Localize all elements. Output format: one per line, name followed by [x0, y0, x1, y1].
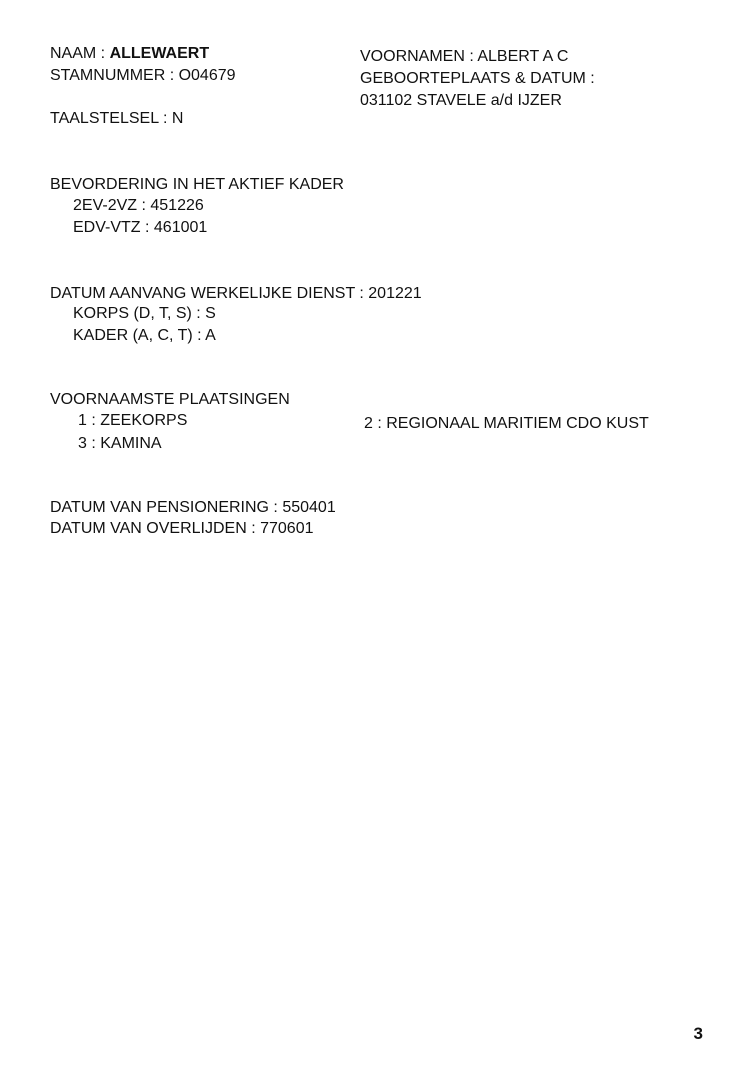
dienst-heading: DATUM AANVANG WERKELIJKE DIENST : 201221: [50, 285, 422, 302]
geboorteplaats-value: 031102 STAVELE a/d IJZER: [360, 92, 562, 109]
plaatsing-item: 2 : REGIONAAL MARITIEM CDO KUST: [364, 415, 649, 432]
plaatsing-item: 3 : KAMINA: [78, 435, 162, 452]
korps: KORPS (D, T, S) : S: [73, 305, 216, 322]
naam-line: [50, 44, 209, 64]
kader: KADER (A, C, T) : A: [73, 327, 216, 344]
naam-label: NAAM :: [50, 45, 110, 62]
plaatsing-item: 1 : ZEEKORPS: [78, 412, 188, 429]
bevordering-item: EDV-VTZ : 461001: [73, 219, 208, 236]
geboorteplaats-label: GEBOORTEPLAATS & DATUM :: [360, 70, 595, 87]
page-number: 3: [693, 1024, 703, 1043]
naam-value: ALLEWAERT: [109, 45, 210, 62]
voornamen: VOORNAMEN : ALBERT A C: [360, 48, 569, 65]
pensionering: DATUM VAN PENSIONERING : 550401: [50, 499, 336, 516]
bevordering-item: 2EV-2VZ : 451226: [73, 197, 204, 214]
overlijden: DATUM VAN OVERLIJDEN : 770601: [50, 520, 314, 537]
taalstelsel: TAALSTELSEL : N: [50, 110, 184, 127]
plaatsingen-heading: VOORNAAMSTE PLAATSINGEN: [50, 391, 290, 408]
stamnummer: STAMNUMMER : O04679: [50, 67, 236, 84]
bevordering-heading: BEVORDERING IN HET AKTIEF KADER: [50, 176, 344, 193]
